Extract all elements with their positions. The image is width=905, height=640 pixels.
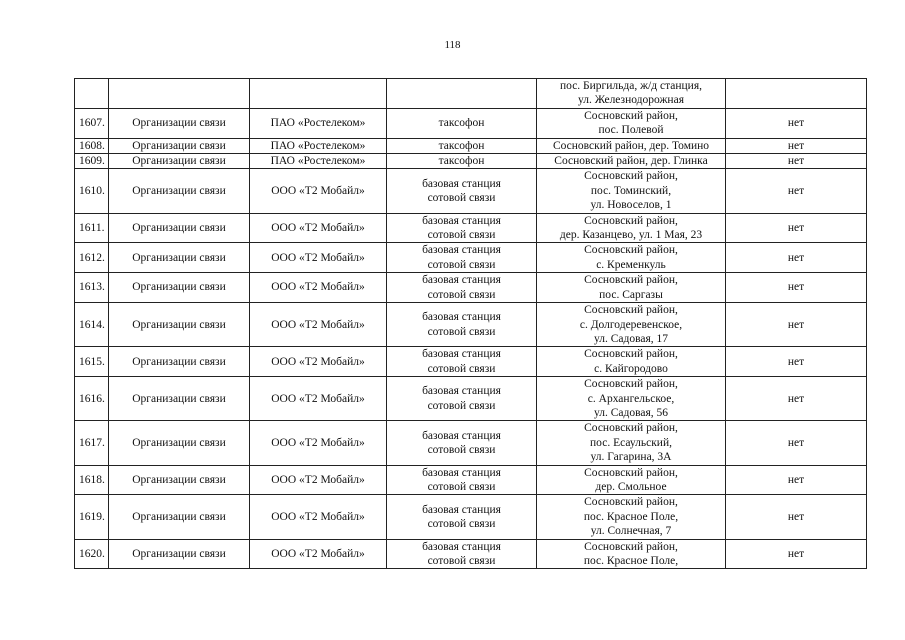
page-number: 118: [444, 39, 461, 51]
organization-type-cell: Организации связи: [109, 495, 250, 539]
organization-type-cell: Организации связи: [109, 303, 250, 347]
status-cell: нет: [726, 243, 867, 273]
row-number-cell: 1615.: [75, 347, 109, 377]
object-type-cell: базовая станция сотовой связи: [387, 421, 537, 465]
table-row: [75, 495, 867, 539]
row-number-cell: 1616.: [75, 377, 109, 421]
address-cell: Сосновский район, с. Кременкуль: [537, 243, 726, 273]
status-cell: нет: [726, 213, 867, 243]
address-cell: Сосновский район, с. Кайгородово: [537, 347, 726, 377]
object-type-cell: базовая станция сотовой связи: [387, 213, 537, 243]
row-number-cell: 1619.: [75, 495, 109, 539]
table-row: [75, 421, 867, 465]
organization-type-cell: [109, 79, 250, 109]
organization-type-cell: Организации связи: [109, 377, 250, 421]
company-cell: ПАО «Ростелеком»: [250, 108, 387, 138]
object-type-cell: базовая станция сотовой связи: [387, 347, 537, 377]
organization-type-cell: Организации связи: [109, 243, 250, 273]
object-type-cell: [387, 79, 537, 109]
address-cell: Сосновский район, дер. Казанцево, ул. 1 Мая, 23: [537, 213, 726, 243]
company-cell: ООО «Т2 Мобайл»: [250, 347, 387, 377]
row-number-cell: 1618.: [75, 465, 109, 495]
address-cell: Сосновский район, пос. Красное Поле,: [537, 539, 726, 569]
address-cell: Сосновский район, дер. Томино: [537, 138, 726, 153]
status-cell: нет: [726, 421, 867, 465]
address-cell: Сосновский район, дер. Глинка: [537, 154, 726, 169]
address-cell: Сосновский район, пос. Саргазы: [537, 273, 726, 303]
table-row: [75, 377, 867, 421]
company-cell: ООО «Т2 Мобайл»: [250, 495, 387, 539]
object-type-cell: базовая станция сотовой связи: [387, 539, 537, 569]
row-number-cell: 1614.: [75, 303, 109, 347]
company-cell: ООО «Т2 Мобайл»: [250, 169, 387, 213]
row-number-cell: 1617.: [75, 421, 109, 465]
table-row: [75, 79, 867, 109]
address-cell: Сосновский район, пос. Полевой: [537, 108, 726, 138]
table-row: [75, 154, 867, 169]
row-number-cell: 1620.: [75, 539, 109, 569]
address-cell: Сосновский район, с. Долгодеревенское, ул. Садовая, 17: [537, 303, 726, 347]
status-cell: нет: [726, 539, 867, 569]
object-type-cell: базовая станция сотовой связи: [387, 169, 537, 213]
table-row: [75, 243, 867, 273]
organization-type-cell: Организации связи: [109, 108, 250, 138]
organization-type-cell: Организации связи: [109, 347, 250, 377]
status-cell: нет: [726, 377, 867, 421]
row-number-cell: 1610.: [75, 169, 109, 213]
table-row: [75, 273, 867, 303]
row-number-cell: 1611.: [75, 213, 109, 243]
company-cell: ООО «Т2 Мобайл»: [250, 539, 387, 569]
status-cell: нет: [726, 465, 867, 495]
company-cell: [250, 79, 387, 109]
table-row: [75, 303, 867, 347]
table-row: [75, 465, 867, 495]
company-cell: ООО «Т2 Мобайл»: [250, 377, 387, 421]
table-row: [75, 108, 867, 138]
table-row: [75, 138, 867, 153]
organization-type-cell: Организации связи: [109, 273, 250, 303]
status-cell: нет: [726, 169, 867, 213]
status-cell: [726, 79, 867, 109]
organization-type-cell: Организации связи: [109, 539, 250, 569]
company-cell: ООО «Т2 Мобайл»: [250, 273, 387, 303]
facilities-table: [74, 78, 867, 569]
status-cell: нет: [726, 495, 867, 539]
row-number-cell: 1613.: [75, 273, 109, 303]
company-cell: ООО «Т2 Мобайл»: [250, 213, 387, 243]
object-type-cell: базовая станция сотовой связи: [387, 495, 537, 539]
row-number-cell: 1612.: [75, 243, 109, 273]
company-cell: ПАО «Ростелеком»: [250, 138, 387, 153]
object-type-cell: таксофон: [387, 108, 537, 138]
company-cell: ООО «Т2 Мобайл»: [250, 465, 387, 495]
status-cell: нет: [726, 273, 867, 303]
address-cell: Сосновский район, пос. Томинский, ул. Новоселов, 1: [537, 169, 726, 213]
address-cell: пос. Биргильда, ж/д станция, ул. Железнодорожная: [537, 79, 726, 109]
company-cell: ПАО «Ростелеком»: [250, 154, 387, 169]
address-cell: Сосновский район, пос. Есаульский, ул. Гагарина, 3А: [537, 421, 726, 465]
status-cell: нет: [726, 138, 867, 153]
organization-type-cell: Организации связи: [109, 465, 250, 495]
company-cell: ООО «Т2 Мобайл»: [250, 243, 387, 273]
object-type-cell: базовая станция сотовой связи: [387, 377, 537, 421]
row-number-cell: 1609.: [75, 154, 109, 169]
status-cell: нет: [726, 347, 867, 377]
row-number-cell: 1607.: [75, 108, 109, 138]
status-cell: нет: [726, 303, 867, 347]
organization-type-cell: Организации связи: [109, 169, 250, 213]
row-number-cell: 1608.: [75, 138, 109, 153]
object-type-cell: базовая станция сотовой связи: [387, 303, 537, 347]
object-type-cell: таксофон: [387, 154, 537, 169]
organization-type-cell: Организации связи: [109, 138, 250, 153]
table-row: [75, 347, 867, 377]
row-number-cell: [75, 79, 109, 109]
facilities-table-body: [75, 79, 867, 569]
organization-type-cell: Организации связи: [109, 421, 250, 465]
organization-type-cell: Организации связи: [109, 154, 250, 169]
object-type-cell: базовая станция сотовой связи: [387, 273, 537, 303]
table-row: [75, 213, 867, 243]
table-row: [75, 169, 867, 213]
status-cell: нет: [726, 154, 867, 169]
address-cell: Сосновский район, пос. Красное Поле, ул. Солнечная, 7: [537, 495, 726, 539]
object-type-cell: базовая станция сотовой связи: [387, 465, 537, 495]
object-type-cell: таксофон: [387, 138, 537, 153]
company-cell: ООО «Т2 Мобайл»: [250, 421, 387, 465]
status-cell: нет: [726, 108, 867, 138]
company-cell: ООО «Т2 Мобайл»: [250, 303, 387, 347]
object-type-cell: базовая станция сотовой связи: [387, 243, 537, 273]
organization-type-cell: Организации связи: [109, 213, 250, 243]
address-cell: Сосновский район, с. Архангельское, ул. Садовая, 56: [537, 377, 726, 421]
address-cell: Сосновский район, дер. Смольное: [537, 465, 726, 495]
table-row: [75, 539, 867, 569]
